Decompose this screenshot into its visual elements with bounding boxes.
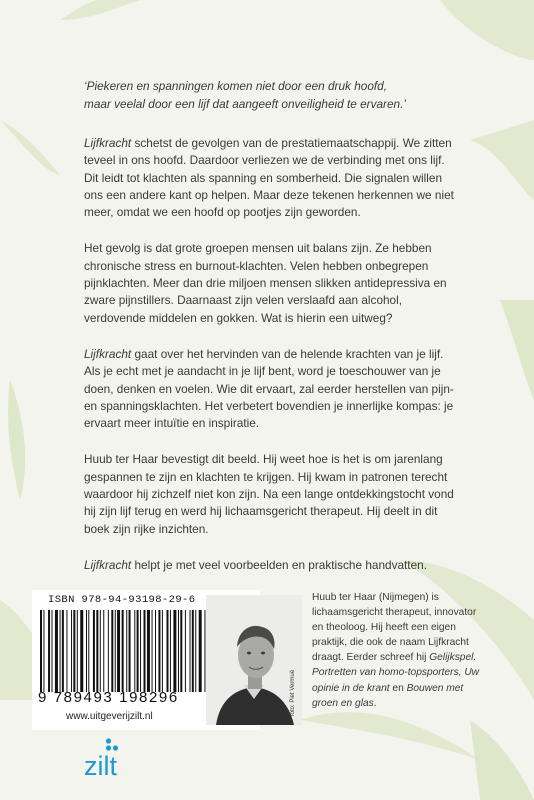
paragraph-5	[84, 557, 456, 574]
quote-line-1: ‘Piekeren en spanningen komen niet door een druk hoofd,	[84, 79, 387, 93]
paragraph-3	[84, 346, 456, 432]
book-title-italic: Lijfkracht	[84, 346, 132, 361]
paragraph-2: Het gevolg is dat grote groepen mensen uit balans zijn. Ze hebben chronische stress en burnout-klachten. Velen hebben onbegrepen pijnklachten. Meer dan drie miljoen mensen slikken antidepressiva en zware pijnstillers. Daarnaast zijn velen verslaafd aan alcohol, verdovende middelen en gokken. Wat is hierin een uitweg?	[84, 241, 447, 325]
book-title-italic: Lijfkracht	[84, 136, 132, 150]
quote-line-2: maar veelal door een lijf dat aangeeft onveiligheid te ervaren.’	[84, 96, 406, 111]
bio-text: Huub ter Haar (Nijmegen) is lichaamsgericht therapeut, innovator en theoloog. Hij heeft een eigen praktijk, die ook de naam Lijfkracht draagt. Eerder schreef hij	[312, 592, 477, 664]
logo-text: zilt	[84, 751, 117, 781]
paragraph-1-text: schetst de gevolgen van de prestatiemaatschappij. We zitten teveel in ons hoofd. Daardoor verliezen we de verbinding met ons lijf. Dit leidt tot klachten als spanning en somberheid. Die signalen willen ons een andere kant op helpen. Maar deze tekenen herkennen we niet meer, omdat we een hoofd op pootjes zijn geworden.	[84, 136, 454, 220]
book-title-italic: Lijfkracht	[84, 557, 132, 572]
paragraph-1	[84, 135, 456, 221]
photo-credit: foto: Piet Vermuë	[290, 669, 296, 716]
author-bio	[312, 590, 482, 711]
paragraph-3-text: gaat over het hervinden van de helende krachten van je lijf. Als je echt met je aandacht in je lijf bent, word je toeschouwer van je doen, denken en voelen. Wie dit ervaart, zal eerder herstellen van pijn- en spanningsklachten. Het verbetert bovendien je innerlijke kompas: je ervaart meer intuïtie en inspiratie.	[84, 346, 454, 431]
bio-book-title-last: Bouwen met groen en glas	[312, 682, 464, 709]
author-photo	[206, 595, 302, 725]
bio-end: .	[373, 697, 377, 709]
isbn-label: ISBN 978-94-93198-29-6	[48, 594, 196, 606]
bio-and: en	[389, 682, 407, 694]
back-cover-text	[84, 78, 456, 593]
opening-quote	[84, 78, 456, 113]
zilt-logo	[84, 735, 144, 785]
paragraph-4: Huub ter Haar bevestigt dit beeld. Hij weet hoe is het is om jarenlang gespannen te zijn en klachten te krijgen. Hij kwam in patronen terecht waardoor hij zichzelf niet kon zijn. Na een lange ontdekkingstocht vond hij zijn lijf terug en werd hij lichaamsgericht therapeut. Hij deelt in dit boek zijn rijke inzichten.	[84, 452, 454, 536]
publisher-website: www.uitgeverijzilt.nl	[66, 711, 153, 722]
isbn-digits: 9 789493 198296	[38, 689, 179, 706]
paragraph-5-text: helpt je met veel voorbeelden en praktische handvatten.	[131, 557, 427, 572]
bio-book-titles: Gelijkspel. Portretten van homo-topsporters, Uw opinie in de krant	[312, 652, 480, 694]
